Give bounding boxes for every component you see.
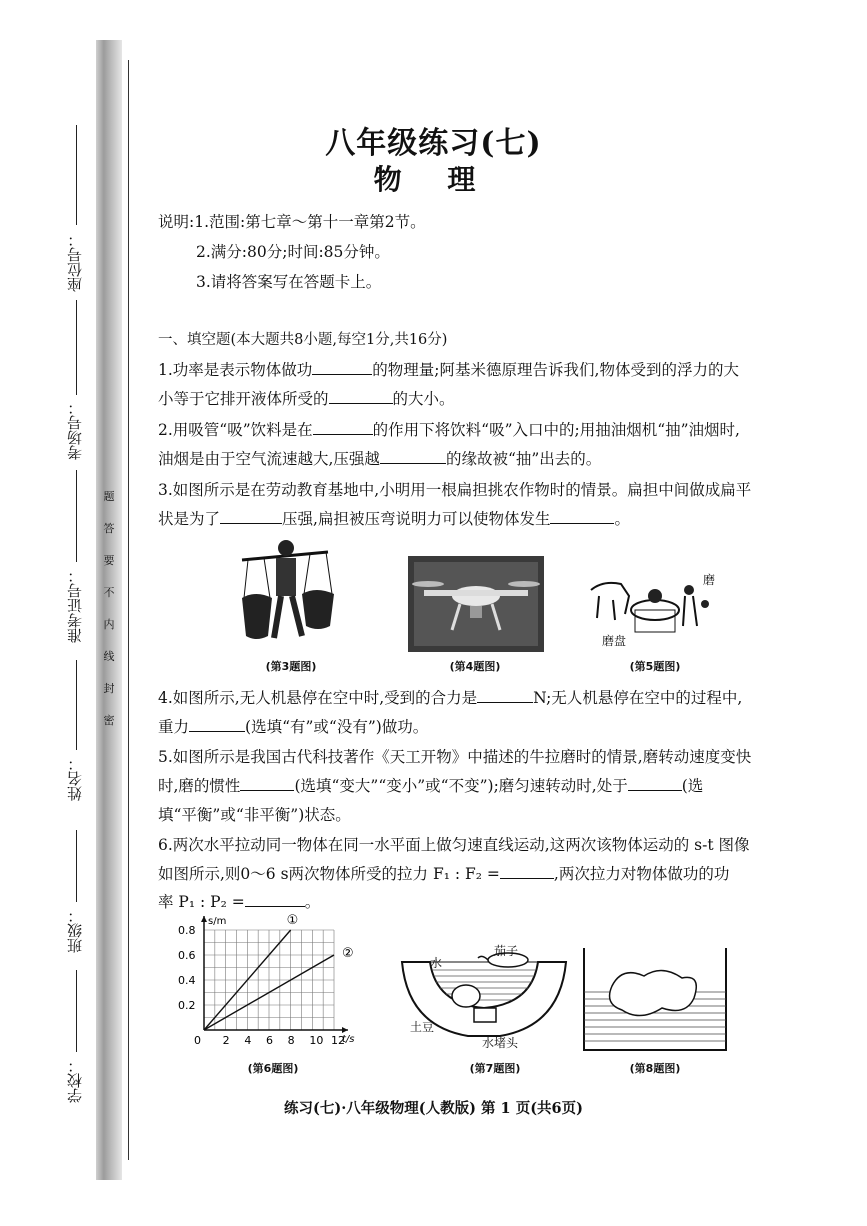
q6-text-e: 。 <box>304 893 321 911</box>
seal-char: 线 <box>103 650 115 663</box>
question-3-line-1: 3.如图所示是在劳动教育基地中,小明用一根扁担挑农作物时的情景。扁担中间做成扁平 <box>158 481 752 499</box>
fig4-drone-image <box>408 556 544 652</box>
q4-blank-1[interactable] <box>477 688 533 703</box>
admission-number-label: 准考证号： <box>66 568 84 643</box>
seal-char: 封 <box>103 682 115 695</box>
q1-text-d: 的大小。 <box>392 390 455 408</box>
question-1-line-1 <box>158 358 739 380</box>
x-tick-label: 0 <box>194 1034 201 1047</box>
q3-text-d: 。 <box>614 510 630 528</box>
fig6-st-chart <box>172 906 372 1062</box>
q2-text-b: 的作用下将饮料“吸”入口中的;用抽油烟机“抽”油烟时, <box>372 421 740 439</box>
fig8-caption: (第8题图) <box>629 1062 681 1075</box>
y-tick-label: 0.6 <box>178 949 196 962</box>
admission-number-blank[interactable] <box>76 470 77 562</box>
q3-blank-1[interactable] <box>220 509 282 524</box>
q5-blank-2[interactable] <box>628 776 682 791</box>
binding-strip <box>96 40 122 1180</box>
q1-text-c: 小等于它排开液体所受的 <box>158 390 329 408</box>
subject-title: 物 理 <box>373 163 494 196</box>
q6-text-c: ,两次拉力对物体做功的功 <box>553 865 730 883</box>
fig7-label-plug: 水堵头 <box>482 1036 519 1050</box>
series-label: ② <box>342 946 354 961</box>
question-6-line-2 <box>158 862 729 884</box>
q6-blank-2[interactable] <box>245 892 305 907</box>
question-5-line-2 <box>158 774 703 796</box>
x-tick-label: 8 <box>287 1034 295 1047</box>
q5-text-d: (选 <box>681 777 704 795</box>
fig7-caption: (第7题图) <box>469 1062 521 1075</box>
q4-text-a: 4.如图所示,无人机悬停在空中时,受到的合力是 <box>158 689 478 707</box>
seat-number-label: 座位号： <box>66 232 84 292</box>
q2-text-d: 的缘故被“抽”出去的。 <box>445 450 602 468</box>
chart-grid <box>204 930 334 1030</box>
q6-text-d: 率 P₁ : P₂ = <box>158 893 245 911</box>
q4-text-c: 重力 <box>158 718 190 736</box>
q1-blank-2[interactable] <box>329 389 393 404</box>
q4-blank-2[interactable] <box>189 717 245 732</box>
seal-char: 答 <box>103 522 115 535</box>
q1-text-b: 的物理量;阿基米德原理告诉我们,物体受到的浮力的大 <box>372 361 739 379</box>
q1-blank-1[interactable] <box>312 360 372 375</box>
series-label: ① <box>286 913 299 928</box>
note-line-3: 3.请将答案写在答题卡上。 <box>196 273 382 291</box>
x-tick-label: 2 <box>222 1034 230 1047</box>
y-axis-label: s/m <box>208 916 227 927</box>
q6-text-b: 如图所示,则0～6 s两次物体所受的拉力 F₁ : F₂ = <box>158 865 500 883</box>
fig6-caption: (第6题图) <box>247 1062 299 1075</box>
chart-axes <box>201 916 348 1033</box>
question-5-line-3: 填“平衡”或“非平衡”)状态。 <box>158 806 351 824</box>
q2-blank-2[interactable] <box>380 449 446 464</box>
seal-char: 要 <box>103 554 115 567</box>
q4-text-b: N;无人机悬停在空中的过程中, <box>533 689 743 707</box>
q2-blank-1[interactable] <box>313 420 373 435</box>
exam-room-label: 考场号： <box>66 400 84 460</box>
question-1-line-2 <box>158 387 455 409</box>
class-blank[interactable] <box>76 830 77 902</box>
y-axis-arrow <box>201 916 207 922</box>
y-tick-label: 0.2 <box>178 999 196 1012</box>
q3-text-b: 状是为了 <box>158 510 221 528</box>
fig7-label-water: 水 <box>430 956 443 970</box>
x-tick-label: 6 <box>266 1034 273 1047</box>
name-label: 姓名： <box>66 756 84 801</box>
seal-char: 题 <box>103 490 115 503</box>
q2-text-c: 油烟是由于空气流速越大,压强越 <box>158 450 380 468</box>
y-tick-label: 0.8 <box>178 924 196 937</box>
fig4-caption: (第4题图) <box>449 660 501 673</box>
question-4-line-2 <box>158 715 428 737</box>
note-line-1: 说明:1.范围:第七章～第十一章第2节。 <box>158 213 426 231</box>
q5-text-c: (选填“变大”“变小”或“不变”);磨匀速转动时,处于 <box>294 777 628 795</box>
x-axis-arrow <box>342 1027 348 1033</box>
fig8-container-image <box>582 946 728 1054</box>
q2-text-a: 2.用吸管“吸”饮料是在 <box>158 421 313 439</box>
seal-char: 密 <box>103 714 115 727</box>
page-title: 八年级练习(七) <box>325 126 542 161</box>
fig3-caption: (第3题图) <box>265 660 317 673</box>
fig5-label-millstone: 磨盘 <box>602 634 627 648</box>
school-blank[interactable] <box>76 970 77 1052</box>
exam-room-blank[interactable] <box>76 300 77 395</box>
x-tick-label: 10 <box>309 1034 324 1047</box>
q3-text-c: 压强,扁担被压弯说明力可以使物体发生 <box>282 510 551 528</box>
y-tick-label: 0.4 <box>178 974 196 987</box>
fig5-caption: (第5题图) <box>629 660 681 673</box>
class-label: 班级： <box>66 908 84 953</box>
fig7-label-eggplant: 茄子 <box>494 944 519 958</box>
q3-blank-2[interactable] <box>550 509 614 524</box>
question-3-line-2 <box>158 507 630 529</box>
page-footer: 练习(七)·八年级物理(人教版) 第 1 页(共6页) <box>283 1100 584 1117</box>
question-6-line-1: 6.两次水平拉动同一物体在同一水平面上做匀速直线运动,这两次该物体运动的 s-t 图像 <box>158 836 750 854</box>
q1-text-a: 1.功率是表示物体做功 <box>158 361 313 379</box>
section-heading: 一、填空题(本大题共8小题,每空1分,共16分) <box>158 332 448 348</box>
x-tick-label: 4 <box>244 1034 252 1047</box>
seal-line <box>128 60 129 1160</box>
name-blank[interactable] <box>76 660 77 750</box>
seal-char: 内 <box>103 618 115 631</box>
x-axis-label: t/s <box>342 1034 355 1045</box>
question-2-line-2 <box>158 447 601 469</box>
q6-blank-1[interactable] <box>500 864 554 879</box>
fig5-label-mill: 磨 <box>703 573 716 587</box>
x-tick-label: 12 <box>331 1034 345 1047</box>
question-5-line-1: 5.如图所示是我国古代科技著作《天工开物》中描述的牛拉磨时的情景,磨转动速度变快 <box>158 748 752 766</box>
question-4-line-1 <box>158 686 742 708</box>
note-line-2: 2.满分:80分;时间:85分钟。 <box>196 243 390 261</box>
seal-char: 不 <box>103 586 115 599</box>
q5-blank-1[interactable] <box>240 776 294 791</box>
fig3-carrying-pole-image <box>236 538 336 650</box>
q5-text-b: 时,磨的惯性 <box>158 777 241 795</box>
question-2-line-1 <box>158 418 740 440</box>
q4-text-d: (选填“有”或“没有”)做功。 <box>245 718 429 736</box>
fig7-label-potato: 土豆 <box>410 1020 435 1034</box>
school-label: 学校： <box>66 1058 84 1103</box>
